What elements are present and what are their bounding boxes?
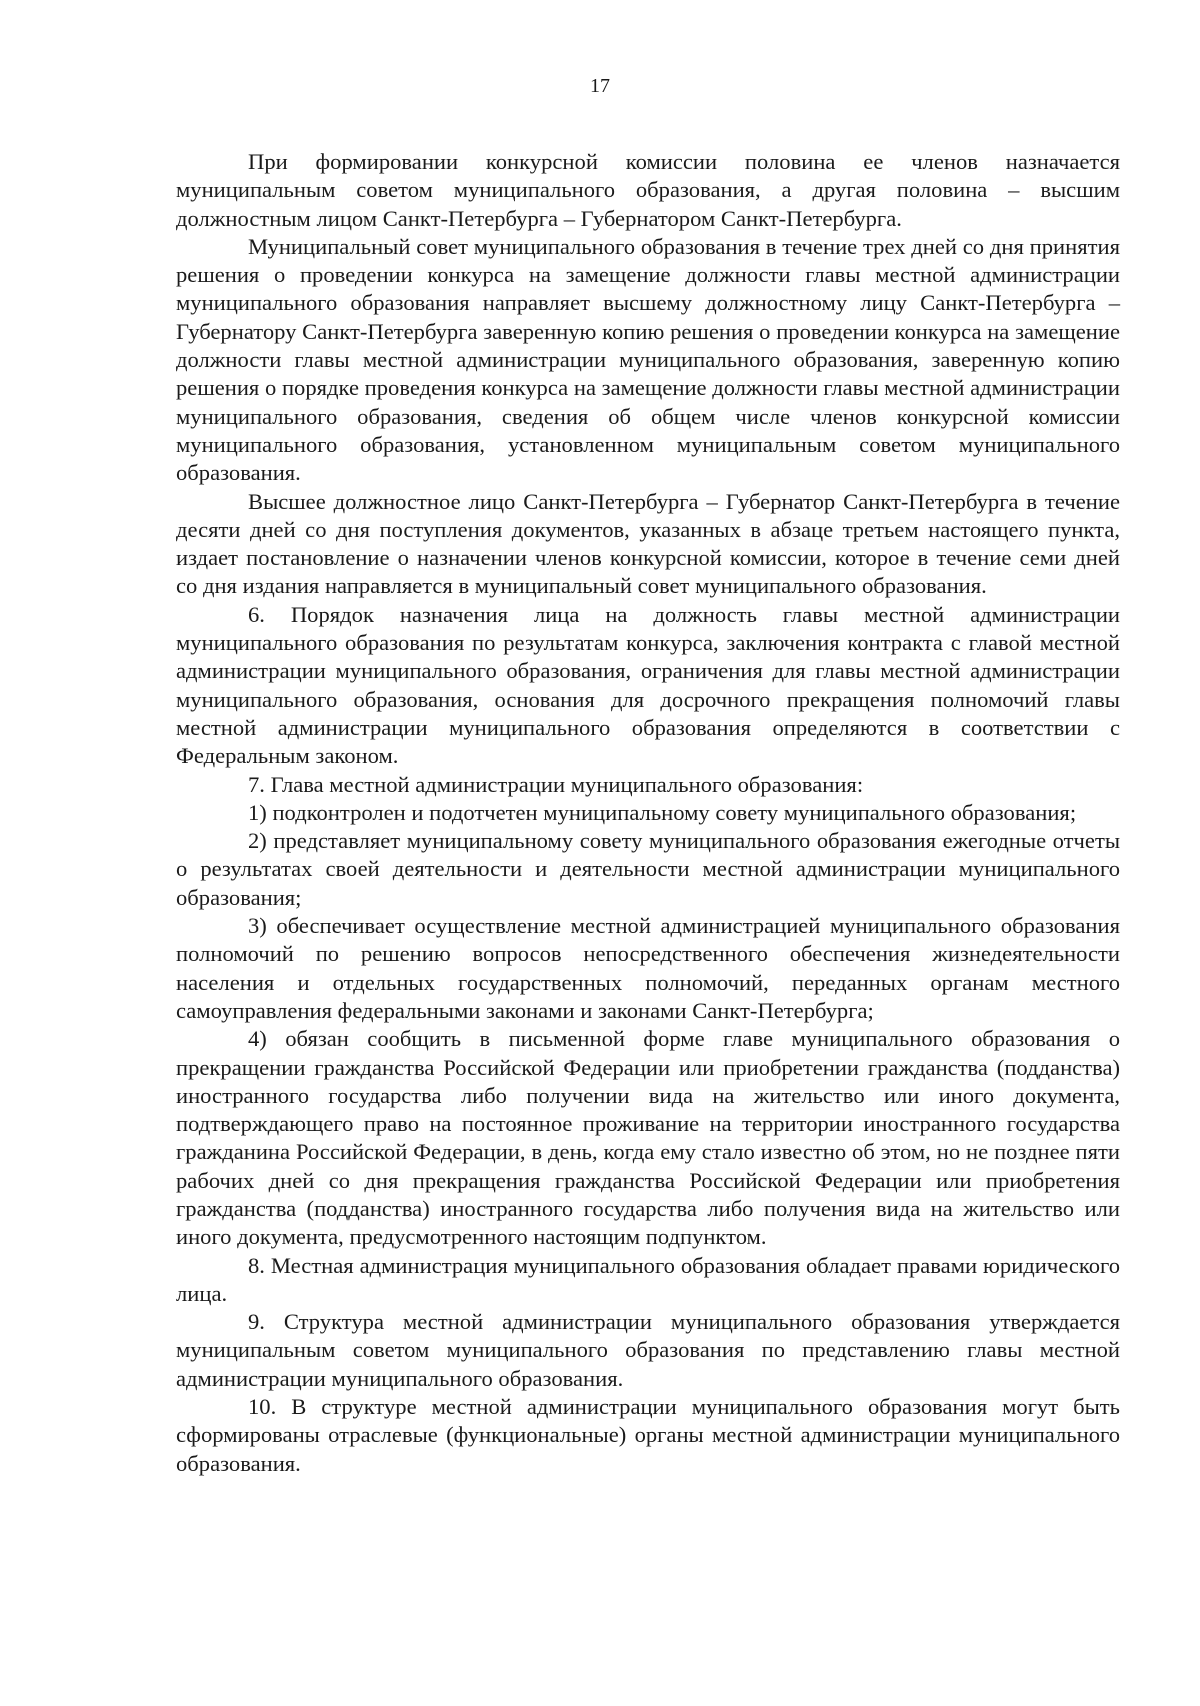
- paragraph-commission-composition: При формировании конкурсной комиссии половина ее членов назначается муниципальным советом муниципального образования, а другая половина – высшим должностным лицом Санкт-Петербурга – Губернатором Санкт-Петербурга.: [176, 149, 1120, 231]
- paragraph-item-8: 8. Местная администрация муниципального образования обладает правами юридического лица.: [176, 1252, 1120, 1306]
- page-number: 17: [590, 75, 610, 97]
- paragraph-item-10: 10. В структуре местной администрации муниципального образования могут быть сформированы отраслевые (функциональные) органы местной администрации муниципального образования.: [176, 1394, 1120, 1476]
- paragraph-item-6: 6. Порядок назначения лица на должность главы местной администрации муниципального образования по результатам конкурса, заключения контракта с главой местной администрации муниципального образования, ограничения для главы местной администрации муниципального образования, основания для досрочного прекращения полномочий главы местной администрации муниципального образования определяются в соответствии с Федеральным законом.: [176, 601, 1120, 769]
- paragraph-item-7: 7. Глава местной администрации муниципального образования:: [248, 771, 864, 797]
- paragraph-item-7-2: 2) представляет муниципальному совету муниципального образования ежегодные отчеты о результатах своей деятельности и деятельности местной администрации муниципального образования;: [176, 828, 1120, 910]
- paragraph-item-9: 9. Структура местной администрации муниципального образования утверждается муниципальным советом муниципального образования по представлению главы местной администрации муниципального образования.: [176, 1309, 1120, 1391]
- paragraph-item-7-1: 1) подконтролен и подотчетен муниципальному совету муниципального образования;: [248, 799, 1077, 825]
- document-body: [176, 148, 1120, 1478]
- paragraph-item-7-3: 3) обеспечивает осуществление местной администрацией муниципального образования полномочий по решению вопросов непосредственного обеспечения жизнедеятельности населения и отдельных государственных полномочий, переданных органам местного самоуправления федеральными законами и законами Санкт-Петербурга;: [176, 913, 1120, 1023]
- paragraph-council-notification: Муниципальный совет муниципального образования в течение трех дней со дня принятия решения о проведении конкурса на замещение должности главы местной администрации муниципального образования направляет высшему должностному лицу Санкт-Петербурга – Губернатору Санкт-Петербурга заверенную копию решения о проведении конкурса на замещение должности главы местной администрации муниципального образования, заверенную копию решения о порядке проведения конкурса на замещение должности главы местной администрации муниципального образования, сведения об общем числе членов конкурсной комиссии муниципального образования, установленном муниципальным советом муниципального образования.: [176, 233, 1120, 486]
- paragraph-item-7-4: 4) обязан сообщить в письменной форме главе муниципального образования о прекращении гражданства Российской Федерации или приобретении гражданства (подданства) иностранного государства либо получении вида на жительство или иного документа, подтверждающего право на постоянное проживание на территории иностранного государства гражданина Российской Федерации, в день, когда ему стало известно об этом, но не позднее пяти рабочих дней со дня прекращения гражданства Российской Федерации или приобретения гражданства (подданства) иностранного государства либо получения вида на жительство или иного документа, предусмотренного настоящим подпунктом.: [176, 1026, 1120, 1250]
- paragraph-governor-decree: Высшее должностное лицо Санкт-Петербурга – Губернатор Санкт-Петербурга в течение десяти дней со дня поступления документов, указанных в абзаце третьем настоящего пункта, издает постановление о назначении членов конкурсной комиссии, которое в течение семи дней со дня издания направляется в муниципальный совет муниципального образования.: [176, 488, 1120, 599]
